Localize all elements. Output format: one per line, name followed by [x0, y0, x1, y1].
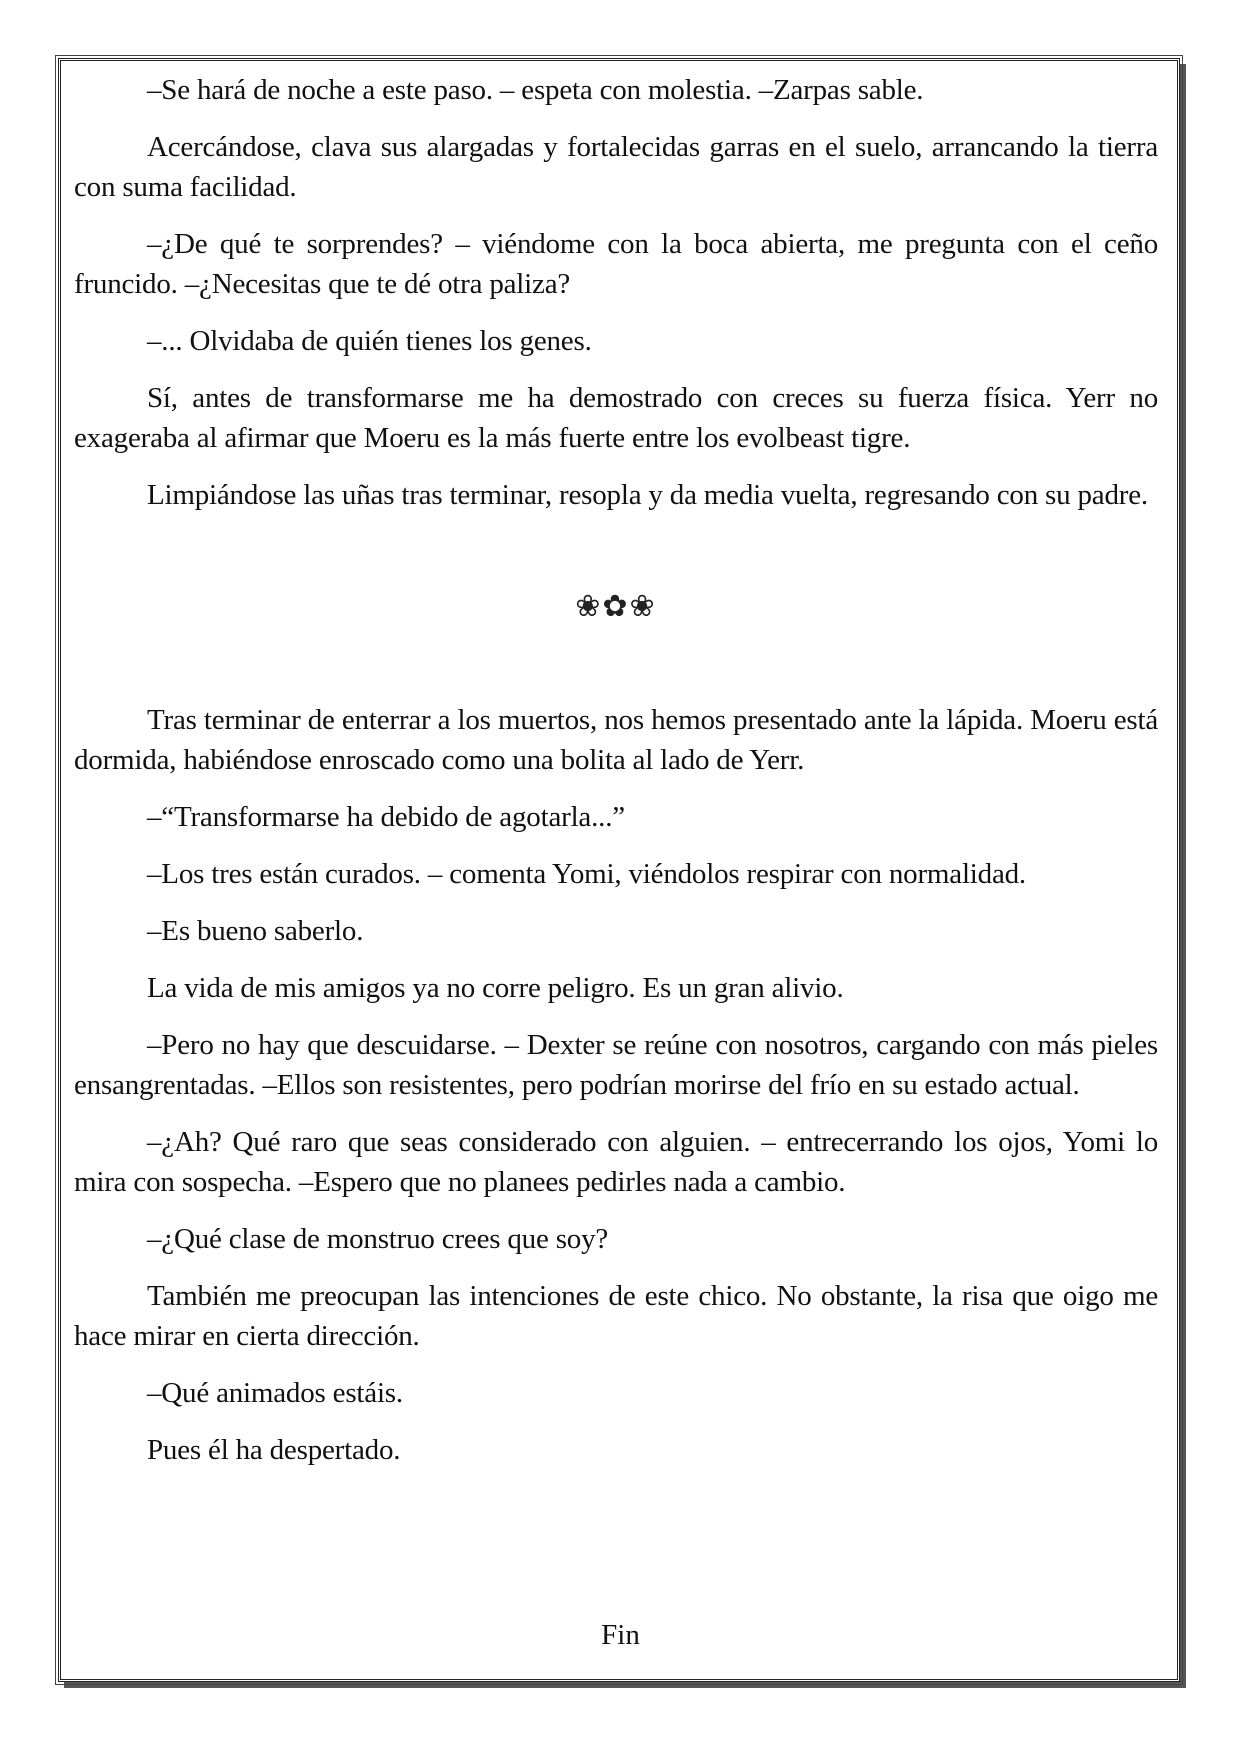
paragraph: Tras terminar de enterrar a los muertos, nos hemos presentado ante la lápida. Moeru está dormida, habiéndose enroscado como una bolita al lado de Yerr.	[74, 704, 1158, 776]
paragraph: –... Olvidaba de quién tienes los genes.	[147, 325, 592, 357]
section-divider-flower-icon: ❀✿❀	[575, 590, 657, 623]
paragraph: Pues él ha despertado.	[147, 1434, 401, 1466]
paragraph: También me preocupan las intenciones de este chico. No obstante, la risa que oigo me hace mirar en cierta dirección.	[74, 1280, 1158, 1352]
end-label: Fin	[601, 1619, 640, 1651]
paragraph: –Los tres están curados. – comenta Yomi, viéndolos respirar con normalidad.	[147, 858, 1026, 890]
document-body	[74, 70, 1158, 1470]
paragraph: –¿Qué clase de monstruo crees que soy?	[147, 1223, 609, 1255]
paragraph: –Es bueno saberlo.	[147, 915, 364, 947]
paragraph: –¿De qué te sorprendes? – viéndome con la boca abierta, me pregunta con el ceño fruncido. –¿Necesitas que te dé otra paliza?	[74, 228, 1158, 300]
paragraph: –Se hará de noche a este paso. – espeta con molestia. –Zarpas sable.	[147, 74, 924, 106]
paragraph: La vida de mis amigos ya no corre peligro. Es un gran alivio.	[147, 972, 844, 1004]
paragraph: –Qué animados estáis.	[147, 1377, 403, 1409]
paragraph: –¿Ah? Qué raro que seas considerado con alguien. – entrecerrando los ojos, Yomi lo mira con sospecha. –Espero que no planees pedirles nada a cambio.	[74, 1126, 1158, 1198]
paragraph: Limpiándose las uñas tras terminar, resopla y da media vuelta, regresando con su padre.	[147, 479, 1148, 511]
paragraph: Acercándose, clava sus alargadas y fortalecidas garras en el suelo, arrancando la tierra con suma facilidad.	[74, 131, 1158, 203]
paragraph: Sí, antes de transformarse me ha demostrado con creces su fuerza física. Yerr no exageraba al afirmar que Moeru es la más fuerte entre los evolbeast tigre.	[74, 382, 1158, 454]
paragraph: –Pero no hay que descuidarse. – Dexter se reúne con nosotros, cargando con más pieles ensangrentadas. –Ellos son resistentes, pero podrían morirse del frío en su estado actual.	[74, 1029, 1158, 1101]
paragraph: –“Transformarse ha debido de agotarla...”	[147, 801, 625, 833]
